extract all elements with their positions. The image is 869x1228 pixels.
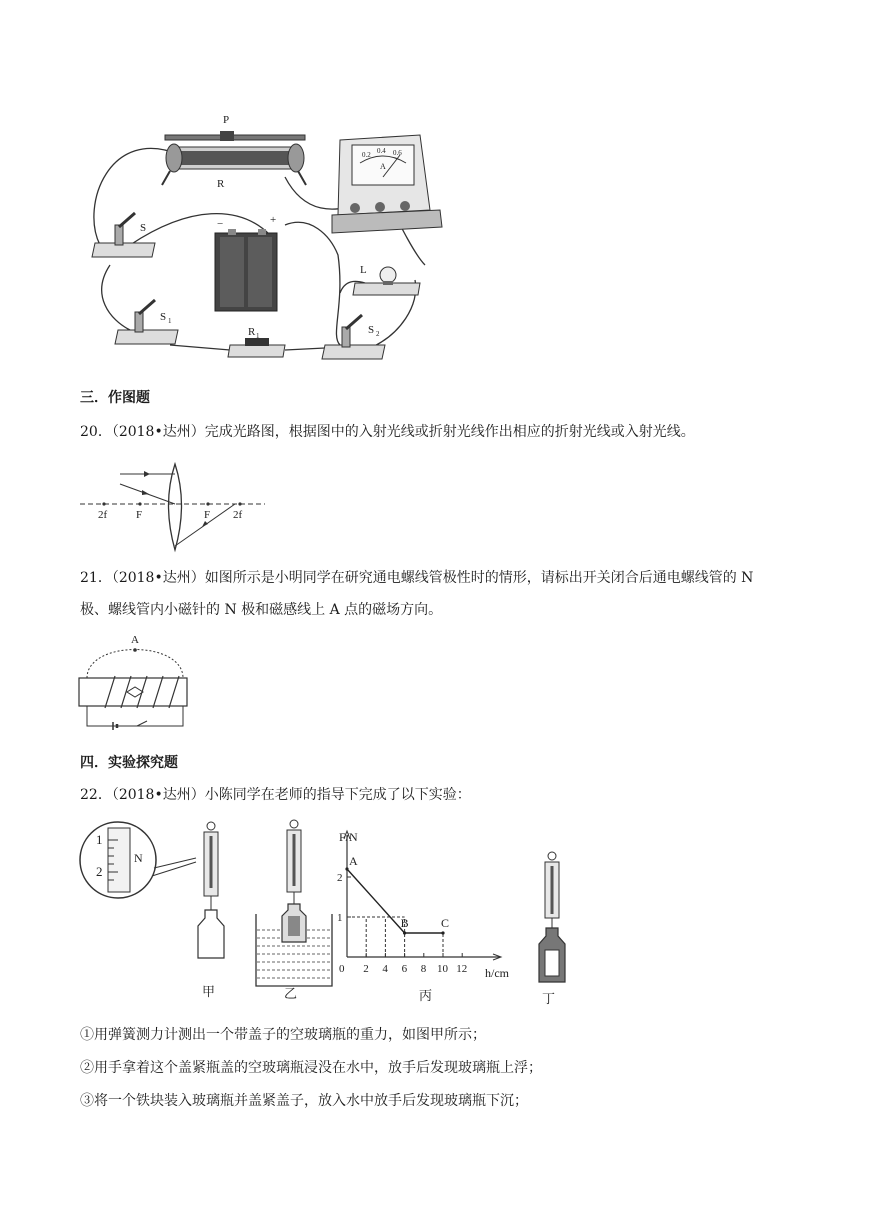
origin-label: 0 (339, 963, 345, 975)
label-s: S (140, 222, 147, 234)
fig-jia (78, 818, 248, 1008)
ammeter-unit: A (380, 162, 386, 171)
field-line (87, 650, 183, 679)
wire (102, 265, 130, 330)
y-axis-label: F/N (339, 830, 358, 844)
point-label: C (441, 916, 450, 930)
q22-text: 22．（2018•达州）小陈同学在老师的指导下完成了以下实验： (80, 787, 471, 803)
q21-line-1: 21．（2018•达州）如图所示是小明同学在研究通电螺线管极性时的情形，请标出开关闭合后通电螺线管的 N (80, 570, 754, 586)
battery (215, 229, 277, 311)
label-l: L (360, 264, 367, 276)
graph-f-h (335, 825, 520, 1005)
wire (170, 345, 230, 350)
wire (285, 222, 340, 345)
label-p: P (223, 114, 230, 126)
lens-figure (80, 462, 270, 554)
section-3-title: 三．作图题 (80, 390, 150, 406)
label-bing: 丙 (419, 989, 433, 1004)
label-minus: − (217, 218, 224, 230)
label-plus: + (270, 214, 277, 226)
label-ding: 丁 (542, 992, 556, 1007)
label-yi: 乙 (284, 987, 298, 1002)
ammeter (332, 135, 442, 233)
y-tick-label: 1 (337, 912, 343, 924)
x-tick-label: 12 (456, 963, 468, 975)
label-f-right: F (204, 509, 211, 521)
data-point (403, 931, 406, 934)
x-tick-label: 2 (363, 963, 369, 975)
point-label: B (400, 916, 409, 930)
label-s1-sub: 1 (168, 317, 172, 325)
q21-line-2: 极、螺线管内小磁针的 N 极和磁感线上 A 点的磁场方向。 (80, 602, 443, 618)
label-2f-right: 2f (233, 509, 243, 521)
label-s2-sub: 2 (376, 330, 380, 338)
x-tick-label: 10 (437, 963, 448, 975)
point-label: A (349, 854, 358, 868)
circuit-wire (87, 706, 183, 726)
section-4-title: 四．实验探究题 (80, 755, 178, 771)
q22-step-3: ③将一个铁块装入玻璃瓶并盖紧盖子，放入水中放手后发现玻璃瓶下沉； (80, 1093, 528, 1109)
rheostat (162, 131, 306, 185)
q22-step-2: ②用手拿着这个盖紧瓶盖的空玻璃瓶浸没在水中，放手后发现玻璃瓶上浮； (80, 1060, 542, 1076)
fig-ding (528, 850, 578, 1010)
series-line (347, 869, 443, 933)
wire (285, 348, 325, 350)
zoom-label-1: 1 (96, 832, 103, 847)
ammeter-tick: 0.6 (393, 149, 402, 157)
resistor-r1 (228, 338, 285, 357)
ammeter-tick: 0.4 (377, 147, 386, 155)
convex-lens (169, 464, 182, 550)
fig-yi (252, 818, 337, 1008)
ammeter-tick: 0.2 (362, 151, 371, 159)
bottle (198, 910, 224, 958)
circuit-figure (70, 105, 450, 370)
zoom-label-n: N (134, 851, 143, 865)
x-tick-label: 8 (420, 963, 427, 975)
y-tick-label: 2 (337, 872, 343, 884)
label-jia: 甲 (202, 985, 216, 1000)
label-r1: R (248, 326, 256, 338)
label-r: R (217, 178, 225, 190)
label-s1: S (160, 311, 167, 323)
label-a: A (131, 634, 139, 646)
label-2f-left: 2f (98, 509, 108, 521)
q20-text: 20．（2018•达州）完成光路图，根据图中的入射光线或折射光线作出相应的折射光线或入射光线。 (80, 424, 695, 440)
data-point (441, 931, 444, 934)
label-r1-sub: 1 (256, 332, 260, 340)
x-tick-label: 6 (401, 963, 408, 975)
label-f-left: F (136, 509, 143, 521)
x-tick-label: 4 (382, 963, 388, 975)
x-axis-label: h/cm (485, 966, 509, 980)
q22-step-1: ①用弹簧测力计测出一个带盖子的空玻璃瓶的重力，如图甲所示； (80, 1027, 486, 1043)
zoom-label-2: 2 (96, 864, 103, 879)
label-s2: S (368, 324, 375, 336)
iron-block (545, 950, 559, 976)
solenoid-figure (75, 630, 195, 730)
